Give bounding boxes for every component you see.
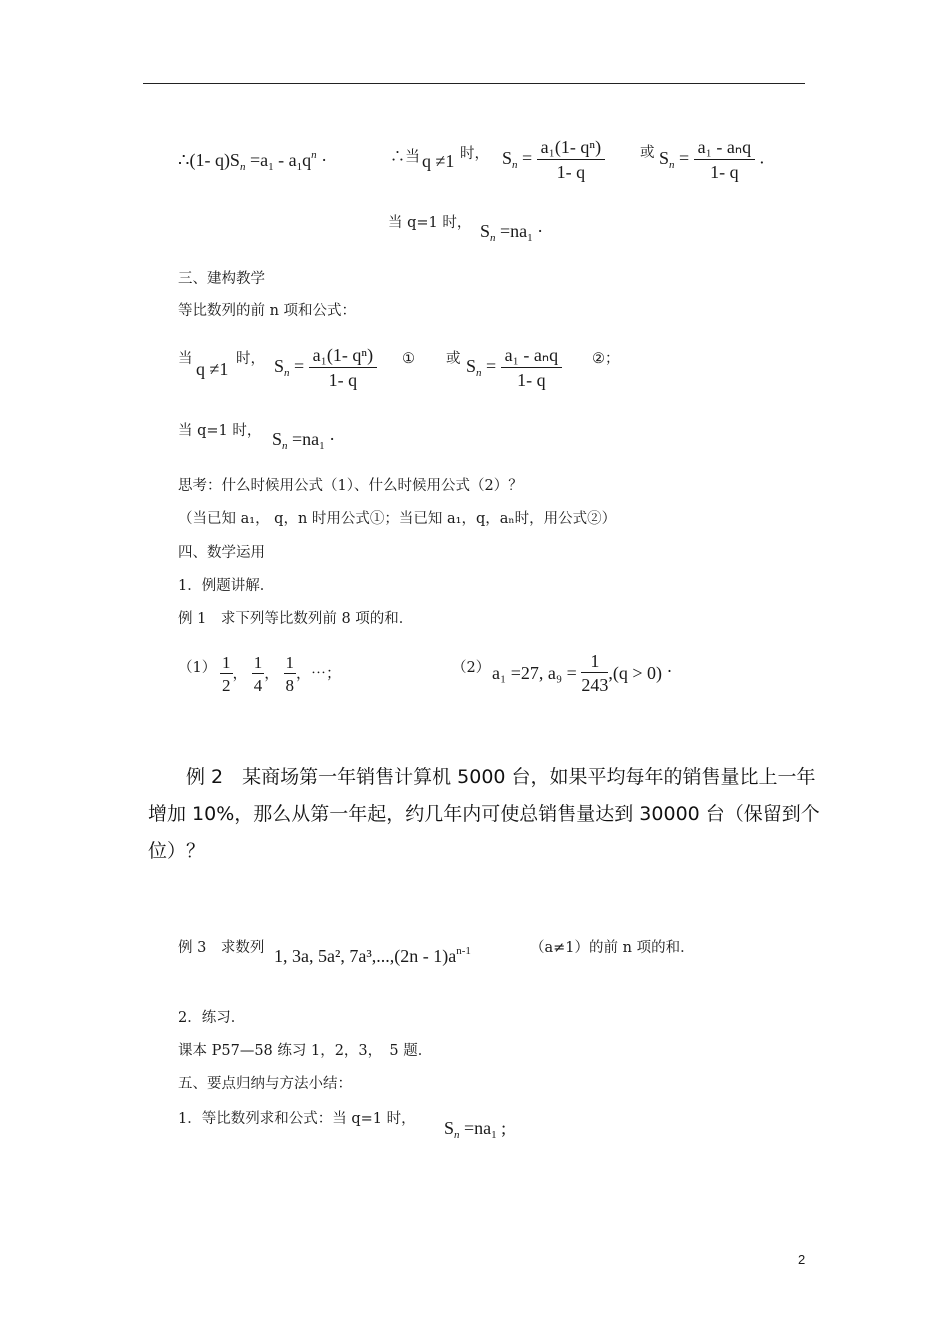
shi-b: 时， [236,351,265,367]
frac-quarter [252,654,265,694]
item-1: 1．例题讲解． [178,578,275,594]
shi-a: 时， [460,146,489,162]
fraction-2 [694,138,755,181]
fraction-2-den: 1- q [710,162,739,182]
example-3-sequence [274,946,471,965]
frac-half-den: 2 [222,676,231,695]
fraction-2b-den: 1- q [517,370,546,390]
summary-1: 1．等比数列求和公式：当 q=1 时， [178,1111,416,1127]
frac-eighth [284,654,297,694]
when-label: 当 [178,351,193,367]
formula-1-top [502,138,605,181]
example-3-suffix: （a≠1）的前 n 项的和． [530,940,695,956]
when-q1-a: 当 q=1 时， [388,215,472,231]
derive-rest: =a [245,150,269,170]
when-q1-b: 当 q=1 时， [178,423,262,439]
sub-1: 1 [268,161,274,173]
frac-243 [581,652,608,694]
item-2: 2．练习． [178,1010,246,1026]
sn-na1-b: $S_n =na_1$ · [272,429,336,452]
sn-na1-a: $S_n =na_1$ · [480,221,544,244]
example-1: 例 1 求下列等比数列前 8 项的和． [178,611,414,627]
frac-eighth-den: 8 [285,676,295,695]
sn-label: $S_n$ = [502,147,533,171]
section-5-heading: 五、要点归纳与方法小结： [178,1076,352,1092]
practice-text: 课本 P57—58 练习 1，2，3， 5 题． [178,1043,433,1059]
fraction-1-num: a₁(1- qⁿ) [537,138,605,160]
therefore-case [390,146,420,164]
circle-2: ②； [592,351,620,367]
or-a: 或 [640,145,655,161]
fraction-1b-den: 1- q [328,370,358,390]
example-2-line-3: 位）？ [148,840,206,862]
hint-text: （当已知 a₁， q，n 时用公式①；当已知 a₁，q，aₙ时，用公式②） [178,511,617,527]
ex1-part2-math: a₁ =27, a₉ = $\frac{1}{243}$ ,(q > 0) · [492,651,673,695]
formula-2 [466,346,562,389]
therefore-when: ∴当 [390,147,421,165]
sub-1b: 1 [296,161,303,173]
fraction-1 [537,138,605,181]
sub-n: n [239,161,246,173]
sn-na1-c: $S_n =na_1$ ; [444,1118,507,1141]
page-number: 2 [798,1252,806,1267]
fraction-2b-num: a₁ - aₙq [501,346,562,368]
frac-half-num: 1 [222,653,231,672]
q-ne-1-b [196,360,228,378]
q-ne-1-a [422,152,454,170]
sn-label-2: $S_n$ = [659,147,690,171]
section-4-heading: 四、数学运用 [178,545,265,561]
derive-prefix: ∴(1- q)S [178,150,240,170]
example-3-exp: n-1 [456,945,471,957]
fraction-1b-num: a₁(1- qⁿ) [309,346,377,368]
ex1-sequence: $\frac{1}{2}$ ， $\frac{1}{4}$ ， $\frac{1}{8}$ ，⋯； [222,653,342,695]
fraction-2b [501,346,562,389]
frac-243-num: 1 [581,652,608,673]
frac-quarter-num: 1 [253,653,263,672]
example-3-prefix: 例 3 求数列 [178,940,265,956]
or-b: 或 [446,351,461,367]
formula-intro: 等比数列的前 n 项和公式： [178,303,357,319]
sup-n: n [311,149,317,161]
example-2-line-1: 例 2 某商场第一年销售计算机 5000 台，如果平均每年的销售量比上一年 [186,766,816,788]
think-question: 思考：什么时候用公式（1）、什么时候用公式（2）？ [178,478,523,494]
frac-243-den: 243 [581,675,609,695]
derive-tail: - a [273,150,297,170]
header-rule [143,83,805,84]
ex1-part2-label: （2） [452,660,491,676]
example-3-seq: 1, 3a, 5a², 7a³,...,(2n - 1)a [274,946,457,966]
frac-half [220,654,233,694]
sn-label-4: $S_n$ = [466,355,497,379]
q-ne-1-text-b: q ≠1 [196,359,229,379]
fraction-1b [309,346,377,389]
fraction-1-den: 1- q [556,162,586,182]
sn-label-3: $S_n$ = [274,355,305,379]
q-ne-1-text: q ≠1 [422,151,455,171]
section-3-heading: 三、建构教学 [178,271,265,287]
formula-1 [274,346,377,389]
ex1-cond: ,(q > 0) [608,663,662,683]
formula-2-top: $S_n$ = $\frac{\text{a₁ - aₙq}}{1- q}$ . [659,137,765,182]
example-2-line-2: 增加 10%，那么从第一年起，约几年内可使总销售量达到 30000 台（保留到个 [148,803,820,825]
frac-eighth-num: 1 [285,653,295,672]
ex1-dots: ，⋯； [296,665,342,682]
circle-1: ① [402,351,415,367]
ex1-part1-label: （1） [178,660,217,676]
derive-end: q [302,150,312,170]
ex1-a1-text: a₁ =27, a₉ = [492,663,577,683]
fraction-2-num: a₁ - aₙq [694,138,755,160]
derivation-equation: ∴(1- $q)S_n =a_1 - a_1q^n$ · [178,149,328,173]
frac-quarter-den: 4 [253,676,263,695]
